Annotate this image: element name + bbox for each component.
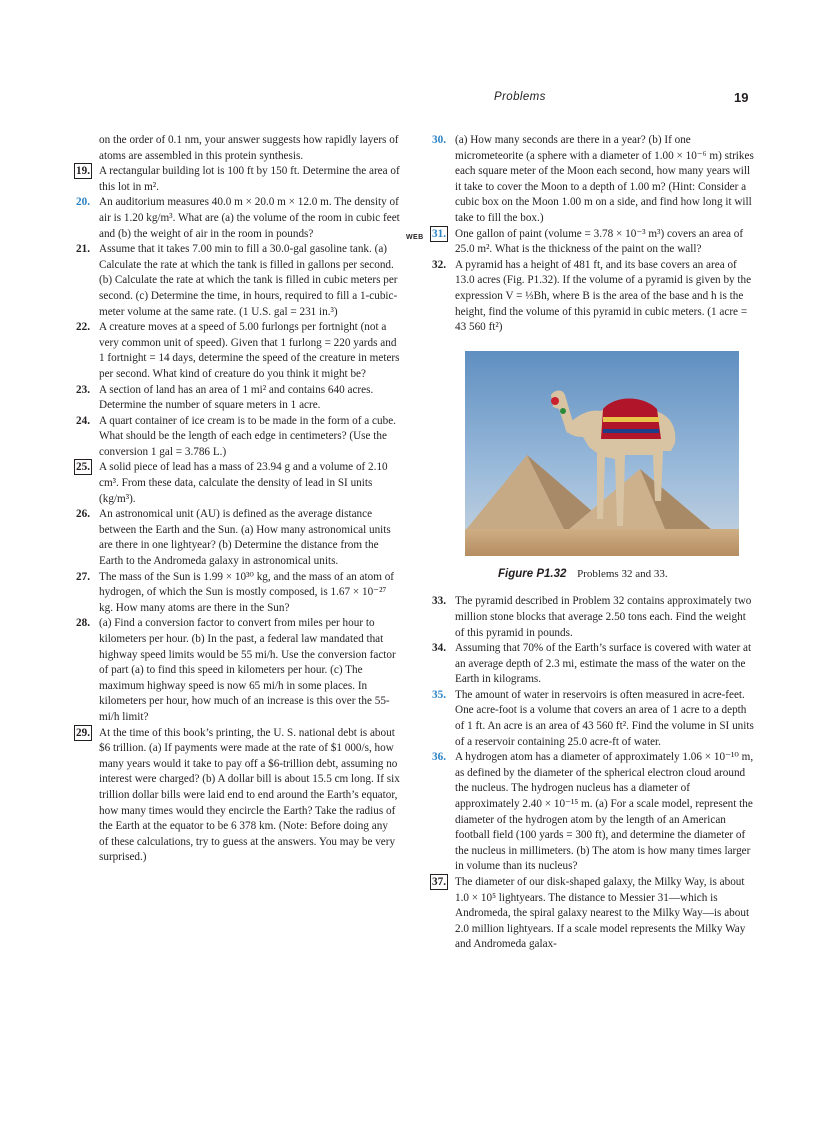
problem-number: 20.: [76, 196, 90, 209]
problem-number: 19.: [76, 165, 90, 178]
problem-text: The pyramid described in Problem 32 contains approximately two million stone blocks that average 2.50 tons each. Find the weight of this pyramid in pounds.: [455, 595, 752, 639]
web-tag: WEB: [406, 233, 424, 241]
problem-text: The amount of water in reservoirs is often measured in acre-feet. One acre-foot is a volume that covers an area of 1 acre to a depth of 1 ft. An acre is an area of 43 560 ft². Find the volume in SI units of a reservoir containing 25.0 acre-ft of water.: [455, 688, 754, 748]
problem-31: [406, 227, 756, 258]
problem-30: [434, 133, 756, 227]
problem-22: [78, 320, 400, 382]
problem-number: 31.: [432, 227, 446, 240]
problem-19: [78, 164, 400, 195]
problem-37: [434, 875, 756, 953]
problem-27: [78, 570, 400, 617]
figure-label: Figure P1.32: [498, 567, 567, 580]
problem-number: 26.: [76, 508, 90, 521]
running-header-title: Problems: [494, 91, 546, 103]
figure-image-camel-pyramids: [465, 351, 739, 556]
problem-text: An astronomical unit (AU) is defined as the average distance between the Earth and the Sun. (a) How many astronomical units are there in one lightyear? (b) Determine the distance from the Earth to the Andromeda galaxy in astronomical units.: [99, 508, 391, 568]
problem-number: 24.: [76, 414, 90, 427]
left-column: [78, 133, 400, 866]
problem-24: [78, 414, 400, 461]
problem-number: 27.: [76, 570, 90, 583]
problem-text: A pyramid has a height of 481 ft, and its base covers an area of 13.0 acres (Fig. P1.32). If the volume of a pyramid is given by the expression V = ⅓Bh, where B is the area of the base and h is the height, find the volume of this pyramid in cubic meters. (1 acre = 43 560 ft²): [455, 258, 752, 334]
problem-text: The mass of the Sun is 1.99 × 10³⁰ kg, and the mass of an atom of hydrogen, of which the Sun is mostly composed, is 1.67 × 10⁻²⁷ kg. How many atoms are there in the Sun?: [99, 570, 395, 614]
problem-text: One gallon of paint (volume = 3.78 × 10⁻³ m³) covers an area of 25.0 m². What is the thickness of the paint on the wall?: [455, 227, 744, 256]
right-column: [406, 133, 756, 953]
problem-number: 28.: [76, 617, 90, 630]
problem-23: [78, 383, 400, 414]
problem-text: Assume that it takes 7.00 min to fill a 30.0-gal gasoline tank. (a) Calculate the rate at which the tank is filled in gallons per second. (b) Calculate the rate at which the tank is filled in cubic meters per second. (c) Determine the time, in hours, required to fill a 1-cubic-meter volume at the same rate. (1 U.S. gal = 231 in.³): [99, 243, 398, 318]
problem-32: [434, 258, 756, 336]
problem-text: A section of land has an area of 1 mi² and contains 640 acres. Determine the number of square meters in 1 acre.: [99, 383, 374, 412]
problem-29: [78, 726, 400, 866]
problem-text: A hydrogen atom has a diameter of approximately 1.06 × 10⁻¹⁰ m, as defined by the diameter of the spherical electron cloud around the nucleus. The hydrogen nucleus has a diameter of approximately 2.40 × 10⁻¹⁵ m. (a) For a scale model, represent the diameter of the hydrogen atom by the length of an American football field (100 yards = 300 ft), and determine the diameter of the nucleus in millimeters. (b) The atom is how many times larger in volume than its nucleus?: [455, 751, 754, 873]
figure-caption: [498, 567, 756, 583]
continued-paragraph: on the order of 0.1 nm, your answer suggests how rapidly layers of atoms are assembled in this protein synthesis.: [99, 134, 399, 162]
problem-number: 30.: [432, 134, 446, 146]
problem-25: [78, 460, 400, 507]
problem-35: [434, 688, 756, 750]
problem-text: (a) How many seconds are there in a year? (b) If one micrometeorite (a sphere with a diameter of 1.00 × 10⁻⁶ m) strikes each square meter of the Moon each second, how many years will it take to cover the Moon to a depth of 1.00 m? (Hint: Consider a cubic box on the Moon 1.00 m on a side, and find how long it will take to fill the box.): [455, 134, 754, 224]
problem-21: [78, 242, 400, 320]
problem-20: [78, 195, 400, 242]
problem-number: 21.: [76, 243, 90, 256]
problem-number: 29.: [76, 726, 90, 739]
figure-caption-text: Problems 32 and 33.: [577, 567, 668, 580]
problem-number: 33.: [432, 595, 446, 608]
problem-number: 23.: [76, 383, 90, 396]
problem-number: 35.: [432, 688, 446, 701]
problem-36: [434, 750, 756, 875]
problem-number: 22.: [76, 321, 90, 334]
problem-text: A solid piece of lead has a mass of 23.94 g and a volume of 2.10 cm³. From these data, calculate the density of lead in SI units (kg/m³).: [99, 461, 388, 505]
problem-number: 25.: [76, 461, 90, 474]
problem-number: 36.: [432, 751, 446, 764]
problem-text: The diameter of our disk-shaped galaxy, the Milky Way, is about 1.0 × 10⁵ lightyears. The distance to Messier 31—which is Andromeda, the spiral galaxy nearest to the Milky Way—is about 2.0 million lightyears. If a scale model represents the Milky Way and Andromeda galax-: [455, 876, 750, 951]
camel-pyramid-photo: [465, 351, 739, 556]
problem-34: [434, 641, 756, 688]
problem-number: 32.: [432, 258, 446, 271]
problem-33: [434, 594, 756, 641]
problem-text: (a) Find a conversion factor to convert from miles per hour to kilometers per hour. (b) In the past, a federal law mandated that highway speed limits would be 55 mi/h. Use the conversion factor of part (a) to find this speed in kilometers per hour. (c) The maximum highway speed is now 65 mi/h in some places. In kilometers per hour, how much of an increase is this over the 55-mi/h limit?: [99, 617, 396, 723]
problem-text: An auditorium measures 40.0 m × 20.0 m × 12.0 m. The density of air is 1.20 kg/m³. What are (a) the volume of the room in cubic feet and (b) the weight of air in the room in pounds?: [99, 196, 400, 240]
problem-text: A rectangular building lot is 100 ft by 150 ft. Determine the area of this lot in m².: [99, 165, 400, 193]
problem-text: A creature moves at a speed of 5.00 furlongs per fortnight (not a very common unit of speed). Given that 1 furlong = 220 yards and 1 fortnight = 14 days, determine the speed of the creature in meters per second. What kind of creature do you think it might be?: [99, 321, 400, 380]
problem-text: At the time of this book’s printing, the U. S. national debt is about $6 trillion. (a) If payments were made at the rate of $1 000/s, how many years would it take to pay off a $6-trillion debt, assuming no interest were charged? (b) A dollar bill is about 15.5 cm long. If six trillion dollar bills were laid end to end around the Earth’s equator, how many times would they encircle the Earth? Take the radius of the Earth at the equator to be 6 378 km. (Note: Before doing any of these calculations, try to guess at the answers. You may be very surprised.): [99, 726, 400, 864]
problem-number: 34.: [432, 642, 446, 655]
problem-text: A quart container of ice cream is to be made in the form of a cube. What should be the length of each edge in centimeters? (Use the conversion 1 gal = 3.786 L.): [99, 414, 396, 458]
problem-26: [78, 507, 400, 569]
page-number: 19: [734, 90, 749, 105]
problem-text: Assuming that 70% of the Earth’s surface is covered with water at an average depth of 2.3 mi, estimate the mass of the water on the Earth in kilograms.: [455, 642, 752, 686]
problem-28: [78, 616, 400, 725]
problem-number: 37.: [432, 876, 446, 888]
